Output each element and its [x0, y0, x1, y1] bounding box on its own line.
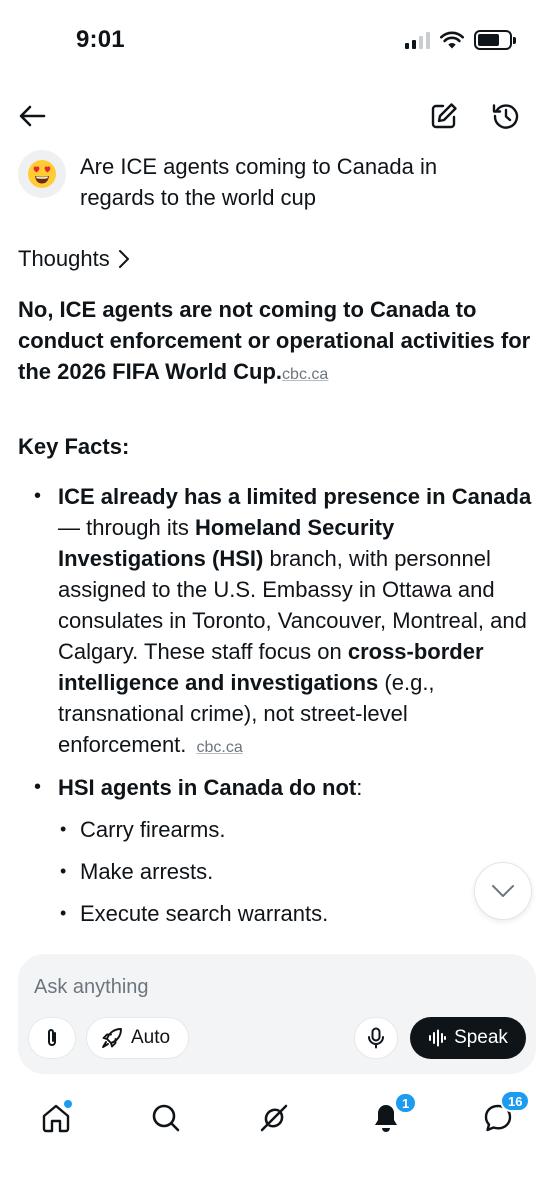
microphone-icon: [367, 1027, 385, 1049]
grok-icon: [259, 1103, 289, 1133]
mode-selector-button[interactable]: [86, 1017, 189, 1059]
scroll-to-bottom-button[interactable]: [474, 862, 532, 920]
back-button[interactable]: [14, 98, 50, 134]
thoughts-label: Thoughts: [18, 246, 110, 271]
answer-headline-text: No, ICE agents are not coming to Canada to conduct enforcement or operational activities for the 2026 FIFA World Cup.: [18, 297, 531, 384]
cellular-signal-icon: [405, 31, 430, 49]
nav-home[interactable]: [36, 1098, 76, 1138]
key-facts-heading: Key Facts:: [18, 434, 130, 459]
audio-waveform-icon: [428, 1029, 446, 1047]
speak-label: Speak: [454, 1027, 508, 1048]
messages-badge: 16: [500, 1090, 530, 1112]
sub-list-item: • Make arrests.: [58, 856, 534, 887]
mode-label: Auto: [131, 1027, 171, 1048]
answer-headline: [18, 294, 534, 390]
home-unread-dot: [64, 1100, 72, 1108]
fact-text: (e.g., transnational crime), not street-level enforcement.: [58, 670, 435, 757]
history-button[interactable]: [488, 98, 524, 134]
bottom-nav: [0, 1090, 554, 1150]
ask-input[interactable]: [34, 970, 514, 1004]
rocket-icon: [101, 1027, 123, 1049]
paperclip-icon: [44, 1027, 60, 1049]
new-chat-button[interactable]: [426, 98, 462, 134]
status-time: 9:01: [76, 26, 125, 53]
arrow-left-icon: [18, 104, 46, 128]
fact-text: :: [356, 775, 363, 800]
search-icon: [151, 1103, 181, 1133]
thoughts-toggle[interactable]: [18, 246, 130, 272]
heart-eyes-emoji-icon: [27, 159, 57, 189]
nav-grok[interactable]: [254, 1098, 294, 1138]
nav-notifications[interactable]: [366, 1095, 410, 1138]
user-avatar: [18, 150, 66, 198]
fact-text-bold: Homeland Security Investigations (HSI): [58, 515, 395, 571]
sub-list-item: • Execute search warrants.: [58, 898, 534, 929]
edit-icon: [429, 101, 459, 131]
sub-list: [58, 814, 534, 929]
assistant-answer: [18, 294, 534, 940]
notifications-badge: 1: [394, 1092, 417, 1114]
history-icon: [491, 101, 521, 131]
status-icons: [405, 30, 512, 50]
fact-text: — through its: [58, 515, 195, 540]
top-bar: [0, 96, 554, 136]
key-facts-list: [18, 481, 534, 929]
source-link[interactable]: cbc.ca: [196, 739, 243, 756]
chevron-down-icon: [491, 884, 515, 898]
fact-text: branch, with personnel assigned to the U.S. Embassy in Ottawa and consulates in Toronto, Vancouver, Montreal, and Calgary. These staff focus on: [58, 546, 527, 664]
wifi-icon: [440, 31, 464, 49]
list-item: [18, 772, 534, 929]
source-link[interactable]: cbc.ca: [282, 366, 329, 383]
user-message: [18, 150, 514, 213]
fact-text-bold: cross-border intelligence and investigations: [58, 639, 484, 695]
fact-text-bold: HSI agents in Canada do not: [58, 775, 357, 800]
list-item: [18, 481, 534, 763]
status-bar: [0, 0, 554, 80]
chevron-right-icon: [118, 249, 130, 269]
composer: [18, 954, 536, 1074]
nav-search[interactable]: [146, 1098, 186, 1138]
speak-button[interactable]: [410, 1017, 526, 1059]
fact-text-bold: ICE already has a limited presence in Canada: [58, 484, 532, 509]
attach-button[interactable]: [28, 1017, 76, 1059]
battery-icon: [474, 30, 512, 50]
sub-list-item: • Carry firearms.: [58, 814, 534, 845]
nav-messages[interactable]: [478, 1093, 523, 1138]
microphone-button[interactable]: [354, 1017, 398, 1059]
user-message-text: Are ICE agents coming to Canada in regards to the world cup: [80, 154, 438, 210]
